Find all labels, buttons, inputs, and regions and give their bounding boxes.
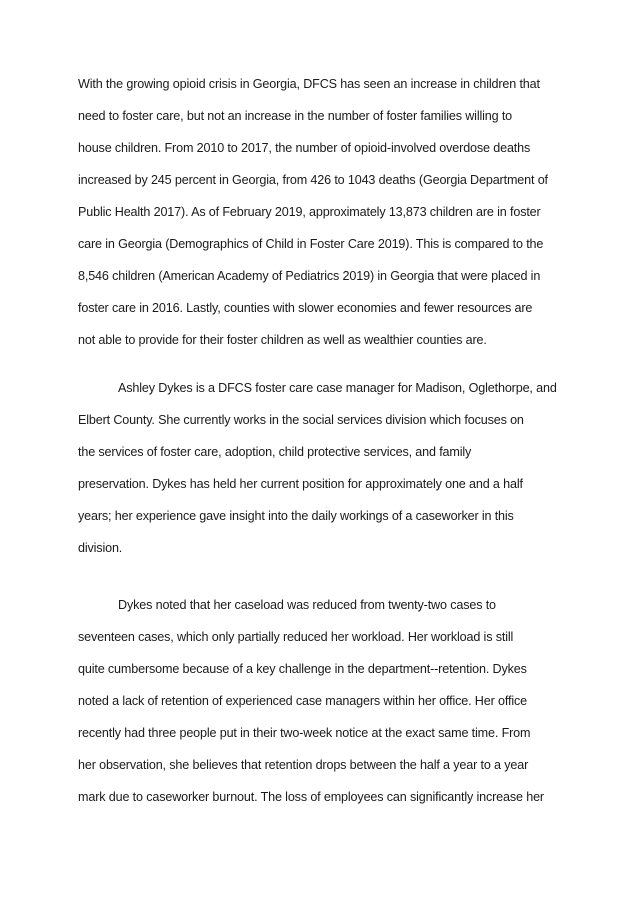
paragraph-line: quite cumbersome because of a key challenge in the department--retention. Dykes bbox=[78, 662, 527, 676]
paragraph-line: Dykes noted that her caseload was reduced from twenty-two cases to bbox=[118, 598, 496, 612]
paragraph-line: Ashley Dykes is a DFCS foster care case manager for Madison, Oglethorpe, and bbox=[118, 381, 557, 395]
paragraph-line: years; her experience gave insight into the daily workings of a caseworker in this bbox=[78, 509, 514, 523]
paragraph-line: recently had three people put in their two-week notice at the exact same time. From bbox=[78, 726, 531, 740]
paragraph-line: foster care in 2016. Lastly, counties with slower economies and fewer resources are bbox=[78, 301, 533, 315]
paragraph-line: noted a lack of retention of experienced case managers within her office. Her office bbox=[78, 694, 527, 708]
paragraph-line: house children. From 2010 to 2017, the number of opioid-involved overdose deaths bbox=[78, 141, 531, 155]
paragraph-line: With the growing opioid crisis in Georgia, DFCS has seen an increase in children that bbox=[78, 77, 540, 91]
paragraph-line: care in Georgia (Demographics of Child in Foster Care 2019). This is compared to the bbox=[78, 237, 544, 251]
paragraph-line: 8,546 children (American Academy of Pediatrics 2019) in Georgia that were placed in bbox=[78, 269, 541, 283]
paragraph-line: not able to provide for their foster children as well as wealthier counties are. bbox=[78, 333, 487, 347]
paragraph-line: her observation, she believes that retention drops between the half a year to a year bbox=[78, 758, 529, 772]
paragraph-line: Public Health 2017). As of February 2019, approximately 13,873 children are in foster bbox=[78, 205, 541, 219]
paragraph-line: preservation. Dykes has held her current position for approximately one and a half bbox=[78, 477, 523, 491]
paragraph-line: seventeen cases, which only partially reduced her workload. Her workload is still bbox=[78, 630, 514, 644]
paragraph-line: increased by 245 percent in Georgia, from 426 to 1043 deaths (Georgia Department of bbox=[78, 173, 548, 187]
paragraph-line: Elbert County. She currently works in the social services division which focuses on bbox=[78, 413, 524, 427]
paragraph-line: division. bbox=[78, 541, 123, 555]
paragraph-line: need to foster care, but not an increase in the number of foster families willing to bbox=[78, 109, 513, 123]
paragraph-line: the services of foster care, adoption, child protective services, and family bbox=[78, 445, 472, 459]
paragraph-line: mark due to caseworker burnout. The loss of employees can significantly increase her bbox=[78, 790, 544, 804]
